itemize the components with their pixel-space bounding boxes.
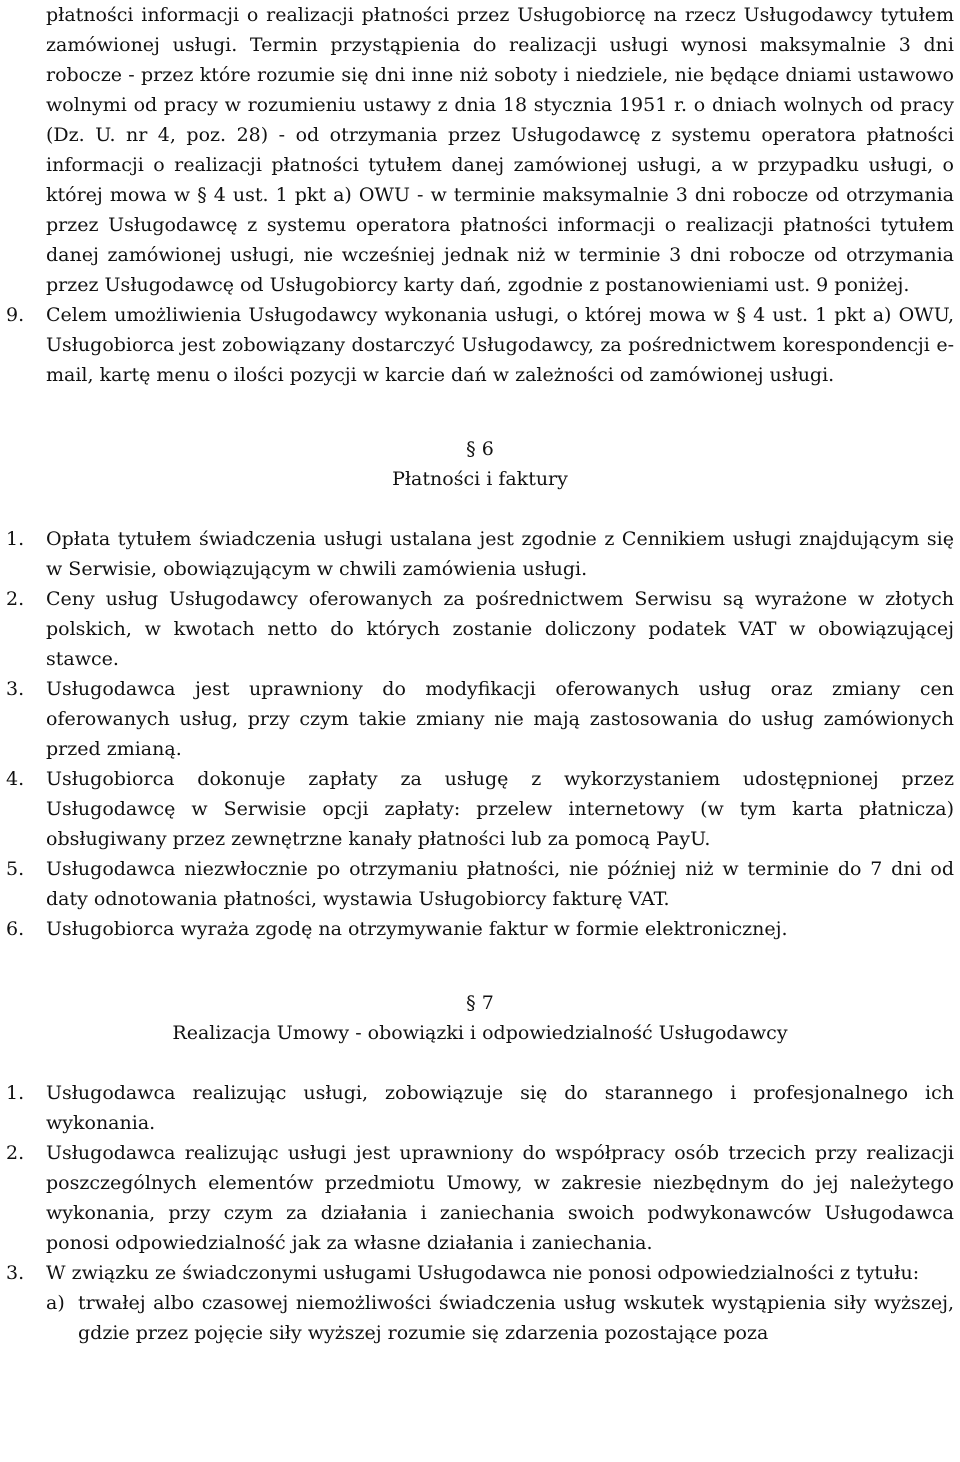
list-item-text: Usługodawca realizując usługi, zobowiązuje się do starannego i profesjonalnego ich wykonania. [46,1082,954,1134]
section-title: Płatności i faktury [392,468,568,490]
list-item [0,1138,960,1258]
list-item [0,1078,960,1138]
list-item-text: Opłata tytułem świadczenia usługi ustalana jest zgodnie z Cennikiem usługi znajdującym się w Serwisie, obowiązującym w chwili zamówienia usługi. [46,528,954,580]
list-subitem [0,1288,960,1348]
section-number: § 6 [466,438,494,460]
list-item [0,674,960,764]
list-item [0,854,960,914]
list-number: 2. [6,588,25,610]
section-number: § 7 [466,992,494,1014]
list-item-text: Usługobiorca dokonuje zapłaty za usługę z wykorzystaniem udostępnionej przez Usługodawcę w Serwisie opcji zapłaty: przelew internetowy (w tym karta płatnicza) obsługiwany przez zewnętrzne kanały płatności lub za pomocą PayU. [46,768,954,850]
list-number: 1. [6,528,25,550]
section7-list [0,1078,960,1348]
list-item-text: Ceny usług Usługodawcy oferowanych za pośrednictwem Serwisu są wyrażone w złotych polskich, w kwotach netto do których zostanie doliczony podatek VAT w obowiązującej stawce. [46,588,954,670]
list-letter: a) [46,1292,65,1314]
section5-item8-continuation [0,0,960,300]
list-item-text: Usługodawca niezwłocznie po otrzymaniu płatności, nie później niż w terminie do 7 dni od daty odnotowania płatności, wystawia Usługobiorcy fakturę VAT. [46,858,954,910]
list-number: 6. [6,918,25,940]
list-subitem-text: trwałej albo czasowej niemożliwości świadczenia usług wskutek wystąpienia siły wyższej, gdzie przez pojęcie siły wyższej rozumie się zdarzenia pozostające poza [78,1292,954,1344]
list-item [0,524,960,584]
section6-list [0,524,960,944]
section7-heading [0,988,960,1048]
list-number: 2. [6,1142,25,1164]
paragraph-text: płatności informacji o realizacji płatności przez Usługobiorcę na rzecz Usługodawcy tytułem zamówionej usługi. Termin przystąpienia do realizacji usługi wynosi maksymalnie 3 dni robocze - przez które rozumie się dni inne niż soboty i niedziele, nie będące dniami ustawowo wolnymi od pracy w rozumieniu ustawy z dnia 18 stycznia 1951 r. o dniach wolnych od pracy (Dz. U. nr 4, poz. 28) - od otrzymania przez Usługodawcę z systemu operatora płatności informacji o realizacji płatności tytułem danej zamówionej usługi, a w przypadku usługi, o której mowa w § 4 ust. 1 pkt a) OWU - w terminie maksymalnie 3 dni robocze od otrzymania przez Usługodawcę z systemu operatora płatności informacji o realizacji płatności tytułem danej zamówionej usługi, nie wcześniej jednak niż w terminie 3 dni robocze od otrzymania przez Usługodawcę od Usługobiorcy karty dań, zgodnie z postanowieniami ust. 9 poniżej. [46,4,954,296]
section6-heading [0,434,960,494]
list-number: 3. [6,678,25,700]
list-item [0,584,960,674]
list-number: 9. [6,304,25,326]
list-number: 1. [6,1082,25,1104]
list-number: 4. [6,768,25,790]
list-item-text: Usługodawca jest uprawniony do modyfikacji oferowanych usług oraz zmiany cen oferowanych usług, przy czym takie zmiany nie mają zastosowania do usług zamówionych przed zmianą. [46,678,954,760]
list-item-text: Usługobiorca wyraża zgodę na otrzymywanie faktur w formie elektronicznej. [46,918,788,940]
list-item [0,764,960,854]
list-item-text: W związku ze świadczonymi usługami Usługodawca nie ponosi odpowiedzialności z tytułu: [46,1262,920,1284]
paragraph-text: Celem umożliwienia Usługodawcy wykonania usługi, o której mowa w § 4 ust. 1 pkt a) OWU, Usługobiorca jest zobowiązany dostarczyć Usługodawcy, za pośrednictwem korespondencji e-mail, kartę menu o ilości pozycji w karcie dań w zależności od zamówionej usługi. [46,304,954,386]
list-item-text: Usługodawca realizując usługi jest uprawniony do współpracy osób trzecich przy realizacji poszczególnych elementów przedmiotu Umowy, w zakresie niezbędnym do jej należytego wykonania, przy czym za działania i zaniechania swoich podwykonawców Usługodawca ponosi odpowiedzialność jak za własne działania i zaniechania. [46,1142,954,1254]
list-number: 5. [6,858,25,880]
list-number: 3. [6,1262,25,1284]
section5-item9 [0,300,960,390]
section-title: Realizacja Umowy - obowiązki i odpowiedzialność Usługodawcy [172,1022,788,1044]
list-item [0,914,960,944]
list-item [0,1258,960,1288]
